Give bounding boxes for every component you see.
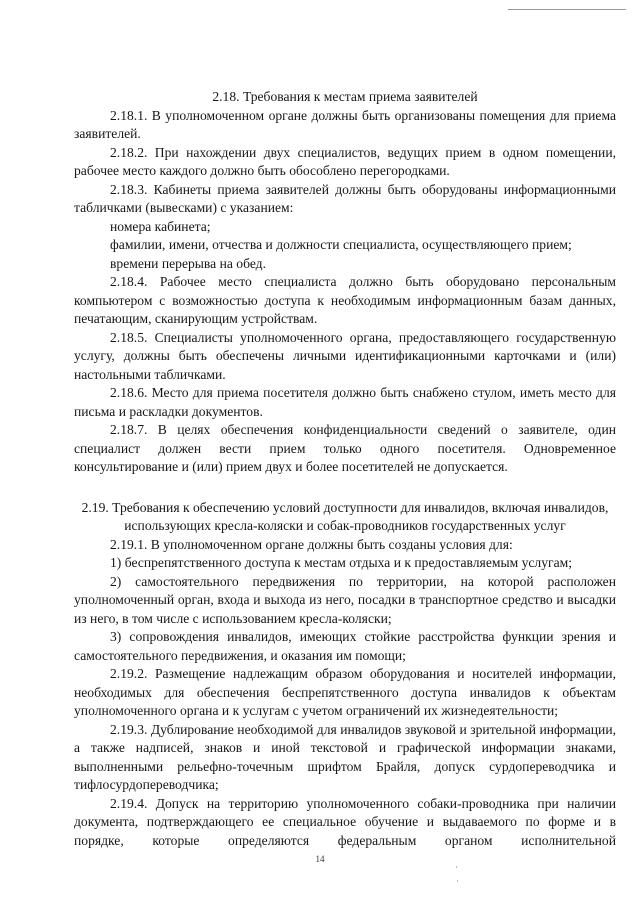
- paragraph-2-19-3: 2.19.3. Дублирование необходимой для инвалидов звуковой и зрительной информации, а также надписей, знаков и иной текстовой и графической информации знаками, выполненными рельефно-точечным шрифтом Брайля, допуск сурдопереводчика и тифлосурдопереводчика;: [74, 721, 616, 792]
- paragraph-2-18-4: 2.18.4. Рабочее место специалиста должно быть оборудовано персональным компьютером с возможностью доступа к необходимым информационным базам данных, печатающим, сканирующим устройствам.: [74, 274, 616, 326]
- paragraph-2-19-2: 2.19.2. Размещение надлежащим образом оборудования и носителей информации, необходимых для обеспечения беспрепятственного доступа инвалидов к объектам уполномоченного органа и к услугам с учетом ограничений их жизнедеятельности;: [74, 666, 616, 718]
- section-heading-2-18: 2.18. Требования к местам приема заявителей: [212, 89, 478, 104]
- scan-speck: [456, 866, 457, 868]
- list-item-lunch-break: времени перерыва на обед.: [110, 255, 266, 271]
- page-number: 14: [315, 854, 325, 864]
- section-gap: [74, 477, 616, 499]
- paragraph-2-18-6: 2.18.6. Место для приема посетителя должно быть снабжено стулом, иметь место для письма и раскладки документов.: [74, 385, 616, 419]
- condition-item-2: 2) самостоятельного передвижения по территории, на которой расположен уполномоченный орган, входа и выхода из него, посадки в транспортное средство и высадки из него, в том числе с использованием кресла-коляски;: [74, 573, 616, 626]
- paragraph-2-18-7: 2.18.7. В целях обеспечения конфиденциальности сведений о заявителе, один специалист должен вести прием только одного посетителя. Одновременное консультирование и (или) прием двух и более посетителей не допускается.: [74, 422, 616, 474]
- list-item-specialist-name: фамилии, имени, отчества и должности специалиста, осуществляющего прием;: [110, 237, 572, 252]
- document-body: [74, 88, 616, 850]
- paragraph-2-18-3: 2.18.3. Кабинеты приема заявителей должны быть оборудованы информационными табличками (вывесками) с указанием:: [74, 181, 616, 215]
- paragraph-2-18-2: 2.18.2. При нахождении двух специалистов, ведущих прием в одном помещении, рабочее место каждого должно быть обособлено перегородками.: [74, 144, 616, 178]
- paragraph-2-18-5: 2.18.5. Специалисты уполномоченного органа, предоставляющего государственную услугу, должны быть обеспечены личными идентификационными карточками и (или) настольными табличками.: [74, 329, 616, 382]
- scan-speck: [457, 880, 458, 882]
- paragraph-2-19-4: 2.19.4. Допуск на территорию уполномоченного собаки-проводника при наличии документа, подтверждающего ее специальное обучение и выдаваемого по форме и в порядке, которые определяются федеральным органом исполнительной: [74, 795, 616, 848]
- top-rule: [508, 9, 626, 10]
- condition-item-1: 1) беспрепятственного доступа к местам отдыха и к предоставляемым услугам;: [110, 555, 572, 570]
- paragraph-2-19-1: 2.19.1. В уполномоченном органе должны быть созданы условия для:: [110, 536, 513, 552]
- list-item-cabinet-number: номера кабинета;: [110, 218, 211, 234]
- paragraph-2-18-1: 2.18.1. В уполномоченном органе должны быть организованы помещения для приема заявителей.: [74, 107, 616, 141]
- condition-item-3: 3) сопровождения инвалидов, имеющих стойкие расстройства функции зрения и самостоятельного передвижения, и оказания им помощи;: [74, 629, 616, 663]
- section-heading-2-19: 2.19. Требования к обеспечению условий доступности для инвалидов, включая инвалидов, использующих кресла-коляски и собак-проводников государственных услуг: [81, 499, 609, 533]
